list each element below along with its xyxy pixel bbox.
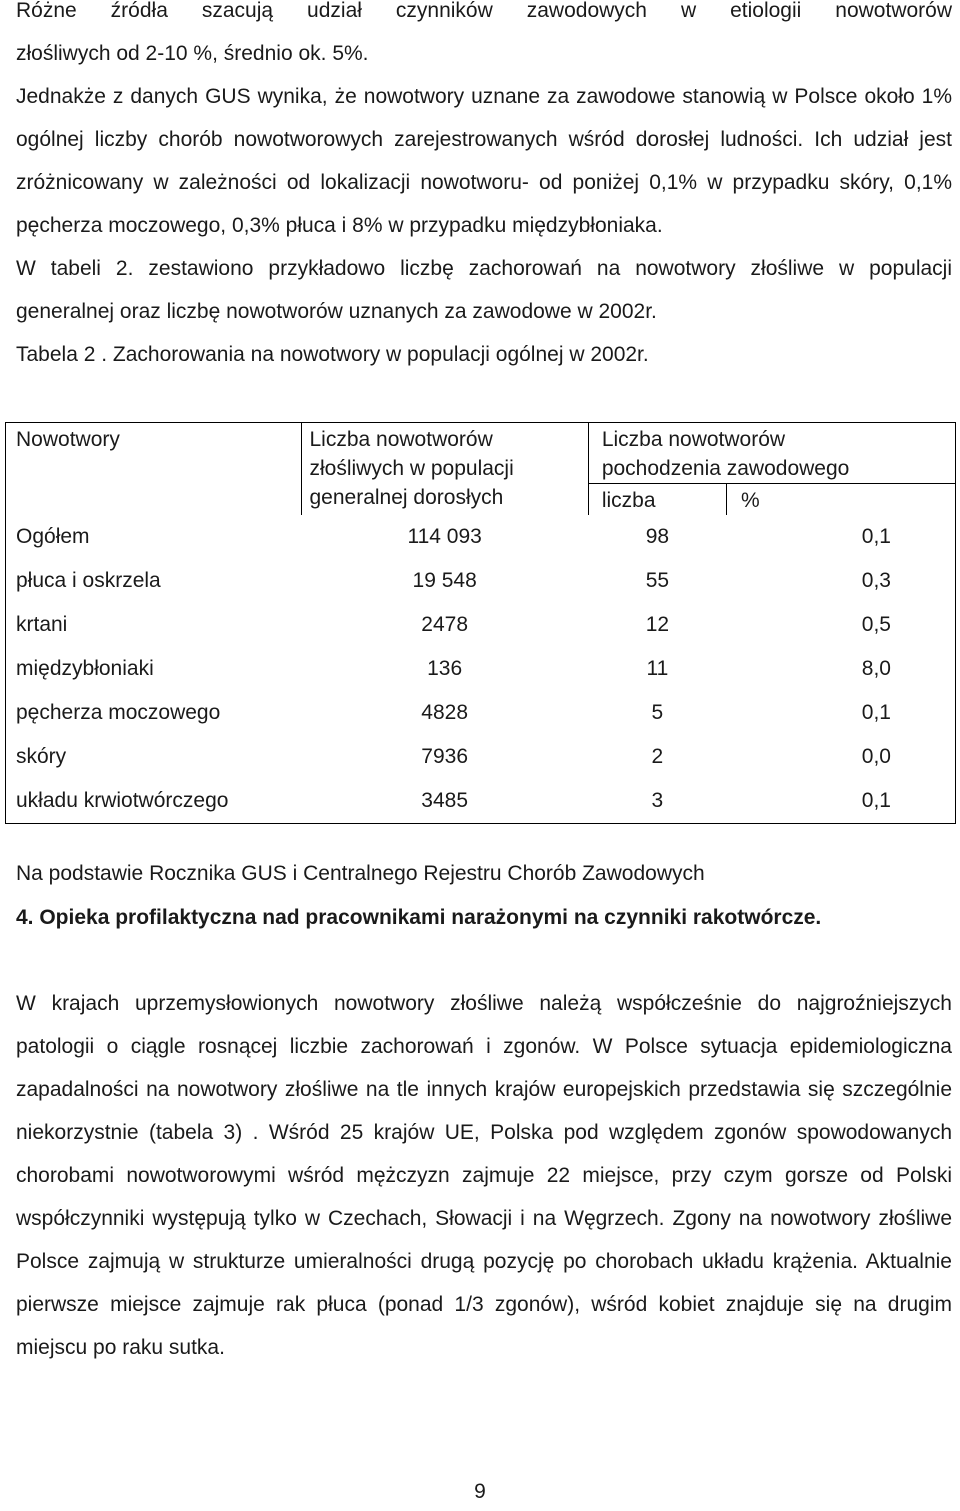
row-population: 7936 <box>421 745 469 768</box>
header-occupational-line-1: Liczba nowotworów <box>601 428 786 451</box>
row-population: 4828 <box>421 701 469 724</box>
table-row <box>6 603 956 647</box>
intro-line-1: Różne źródła szacują udział czynników zawodowych w etiologii nowotworów <box>16 0 952 22</box>
document-page <box>16 0 952 376</box>
table-header-row <box>6 423 956 484</box>
section-body: W krajach uprzemysłowionych nowotwory złośliwe należą współcześnie do najgroźniejszych patologii o ciągle rosnącej liczbie zachorowań i zgonów. W Polsce sytuacja epidemiologiczna zapadalności na nowotwory złośliwe na tle innych krajów europejskich przedstawia się szczególnie niekorzystnie (tabela 3) . Wśród 25 krajów UE, Polska pod względem zgonów spowodowanych chorobami nowotworowymi wśród mężczyzn zajmuje 22 miejsce, przy czym gorsze od Polski współczynniki występują tylko w Czechach, Słowacji i na Węgrzech. Zgony na nowotwory złośliwe Polsce zajmują w strukturze umieralności drugą pozycję po chorobach układu krążenia. Aktualnie pierwsze miejsce zajmuje rak płuca (ponad 1/3 zgonów), wśród kobiet znajduje się na drugim miejscu po raku sutka. <box>16 992 952 1359</box>
row-name: płuca i oskrzela <box>16 569 161 592</box>
intro-paragraph-3: W tabeli 2. zestawiono przykładowo liczbę zachorowań na nowotwory złośliwe w populacji generalnej oraz liczbę nowotworów uznanych za zawodowe w 2002r. <box>16 257 952 323</box>
row-name: Ogółem <box>16 525 90 548</box>
row-percent: 0,5 <box>861 613 891 636</box>
row-name: układu krwiotwórczego <box>16 789 229 812</box>
row-name: międzybłoniaki <box>16 657 154 680</box>
row-percent: 0,3 <box>861 569 891 592</box>
row-percent: 8,0 <box>861 657 891 680</box>
table-row <box>6 559 956 603</box>
row-name: pęcherza moczowego <box>16 701 221 724</box>
header-occupational <box>588 423 955 484</box>
row-name: skóry <box>16 745 67 768</box>
table-row <box>6 515 956 559</box>
subheader-count: liczba <box>588 484 726 516</box>
header-population-line-2: złośliwych w populacji <box>309 457 514 480</box>
subheader-percent: % <box>726 484 955 516</box>
row-population: 3485 <box>421 789 469 812</box>
row-count: 98 <box>645 525 670 548</box>
table-row <box>6 691 956 735</box>
header-population <box>301 423 588 516</box>
header-population-line-3: generalnej dorosłych <box>309 486 504 509</box>
section-heading: 4. Opieka profilaktyczna nad pracownikami narażonymi na czynniki rakotwórcze. <box>16 906 822 929</box>
table-row <box>6 735 956 779</box>
table-row <box>6 779 956 824</box>
row-percent: 0,1 <box>861 525 891 548</box>
row-population: 136 <box>427 657 463 680</box>
header-population-line-1: Liczba nowotworów <box>309 428 493 451</box>
table-row <box>6 647 956 691</box>
table-caption: Tabela 2 . Zachorowania na nowotwory w populacji ogólnej w 2002r. <box>16 343 649 366</box>
row-count: 11 <box>646 657 669 680</box>
cancer-table <box>5 422 956 824</box>
row-count: 2 <box>651 745 664 768</box>
row-name: krtani <box>16 613 68 636</box>
row-count: 55 <box>645 569 670 592</box>
page-number: 9 <box>474 1480 486 1503</box>
row-count: 3 <box>651 789 664 812</box>
row-percent: 0,1 <box>861 789 891 812</box>
row-population: 114 093 <box>407 525 482 548</box>
row-count: 12 <box>645 613 670 636</box>
row-count: 5 <box>651 701 664 724</box>
row-population: 19 548 <box>412 569 477 592</box>
intro-paragraph-2: Jednakże z danych GUS wynika, że nowotwory uznane za zawodowe stanowią w Polsce około 1% ogólnej liczby chorób nowotworowych zarejestrowanych wśród dorosłej ludności. Ich udział jest zróżnicowany w zależności od lokalizacji nowotworu- od poniżej 0,1% w przypadku skóry, 0,1% pęcherza moczowego, 0,3% płuca i 8% w przypadku międzybłoniaka. <box>16 85 952 237</box>
row-percent: 0,0 <box>861 745 891 768</box>
header-occupational-line-2: pochodzenia zawodowego <box>601 457 850 480</box>
row-population: 2478 <box>421 613 469 636</box>
header-nowotwory: Nowotwory <box>16 428 120 451</box>
row-percent: 0,1 <box>861 701 891 724</box>
intro-line-2: złośliwych od 2-10 %, średnio ok. 5%. <box>16 42 369 65</box>
source-note: Na podstawie Rocznika GUS i Centralnego Rejestru Chorób Zawodowych <box>16 862 705 885</box>
table-body <box>6 515 956 824</box>
